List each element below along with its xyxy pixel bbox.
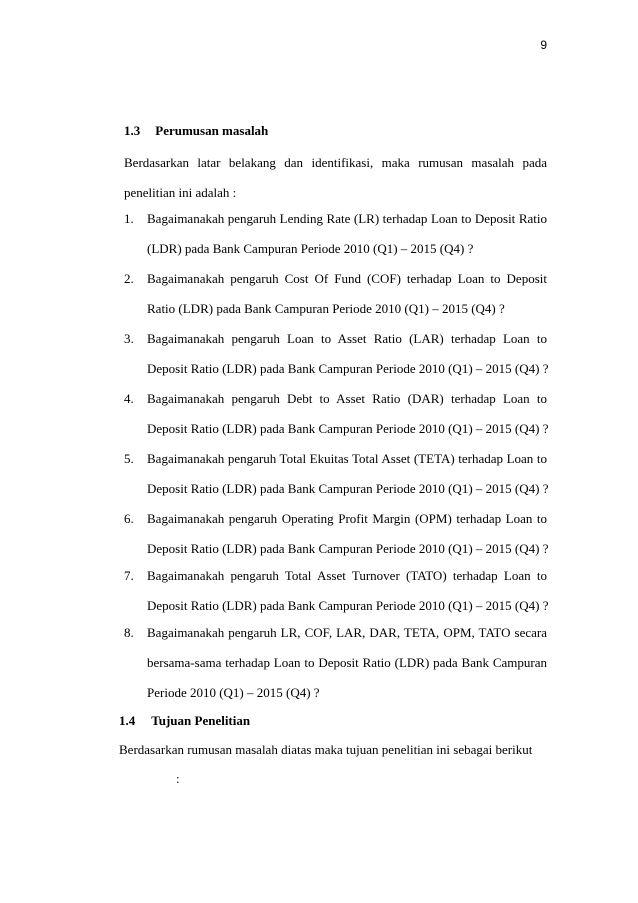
list-item-line: Periode 2010 (Q1) – 2015 (Q4) ?: [147, 685, 320, 700]
list-item-line: Deposit Ratio (LDR) pada Bank Campuran Periode 2010 (Q1) – 2015 (Q4) ?: [147, 361, 549, 376]
intro-line-2: penelitian ini adalah :: [124, 185, 237, 200]
list-item-line: Bagaimanakah pengaruh Total Ekuitas Total Asset (TETA) terhadap Loan to: [147, 451, 547, 466]
list-item-line: Deposit Ratio (LDR) pada Bank Campuran Periode 2010 (Q1) – 2015 (Q4) ?: [147, 481, 549, 496]
intro-line-1: Berdasarkan latar belakang dan identifikasi, maka rumusan masalah pada: [124, 155, 547, 170]
list-marker: 4.: [124, 391, 134, 406]
list-item-line: Deposit Ratio (LDR) pada Bank Campuran Periode 2010 (Q1) – 2015 (Q4) ?: [147, 421, 549, 436]
section-heading-1-3: [124, 123, 268, 139]
goals-intro-line-1: Berdasarkan rumusan masalah diatas maka tujuan penelitian ini sebagai berikut: [119, 742, 533, 757]
list-marker: 2.: [124, 271, 134, 286]
list-item-line: Bagaimanakah pengaruh Debt to Asset Ratio (DAR) terhadap Loan to: [147, 391, 547, 406]
list-item-line: Bagaimanakah pengaruh LR, COF, LAR, DAR, TETA, OPM, TATO secara: [147, 625, 547, 640]
list-item-line: bersama-sama terhadap Loan to Deposit Ratio (LDR) pada Bank Campuran: [147, 655, 547, 670]
goals-intro-line-2: :: [176, 771, 180, 786]
list-item-line: Deposit Ratio (LDR) pada Bank Campuran Periode 2010 (Q1) – 2015 (Q4) ?: [147, 541, 549, 556]
list-marker: 8.: [124, 625, 134, 640]
list-item-line: Bagaimanakah pengaruh Total Asset Turnover (TATO) terhadap Loan to: [147, 568, 547, 583]
list-marker: 6.: [124, 511, 134, 526]
list-marker: 7.: [124, 568, 134, 583]
list-item-line: Deposit Ratio (LDR) pada Bank Campuran Periode 2010 (Q1) – 2015 (Q4) ?: [147, 598, 549, 613]
section-number: 1.3: [124, 123, 141, 138]
list-marker: 3.: [124, 331, 134, 346]
page-number: 9: [540, 38, 547, 52]
list-item-line: (LDR) pada Bank Campuran Periode 2010 (Q1) – 2015 (Q4) ?: [147, 241, 474, 256]
section-heading-1-4: [119, 713, 250, 729]
list-marker: 5.: [124, 451, 134, 466]
list-item-line: Bagaimanakah pengaruh Cost Of Fund (COF) terhadap Loan to Deposit: [147, 271, 547, 286]
section-title: Perumusan masalah: [155, 123, 269, 138]
section-title: Tujuan Penelitian: [151, 713, 251, 728]
list-item-line: Bagaimanakah pengaruh Loan to Asset Ratio (LAR) terhadap Loan to: [147, 331, 547, 346]
list-item-line: Bagaimanakah pengaruh Operating Profit Margin (OPM) terhadap Loan to: [147, 511, 547, 526]
list-item-line: Bagaimanakah pengaruh Lending Rate (LR) terhadap Loan to Deposit Ratio: [147, 211, 547, 226]
list-item-line: Ratio (LDR) pada Bank Campuran Periode 2010 (Q1) – 2015 (Q4) ?: [147, 301, 505, 316]
list-marker: 1.: [124, 211, 134, 226]
section-number: 1.4: [119, 713, 136, 728]
